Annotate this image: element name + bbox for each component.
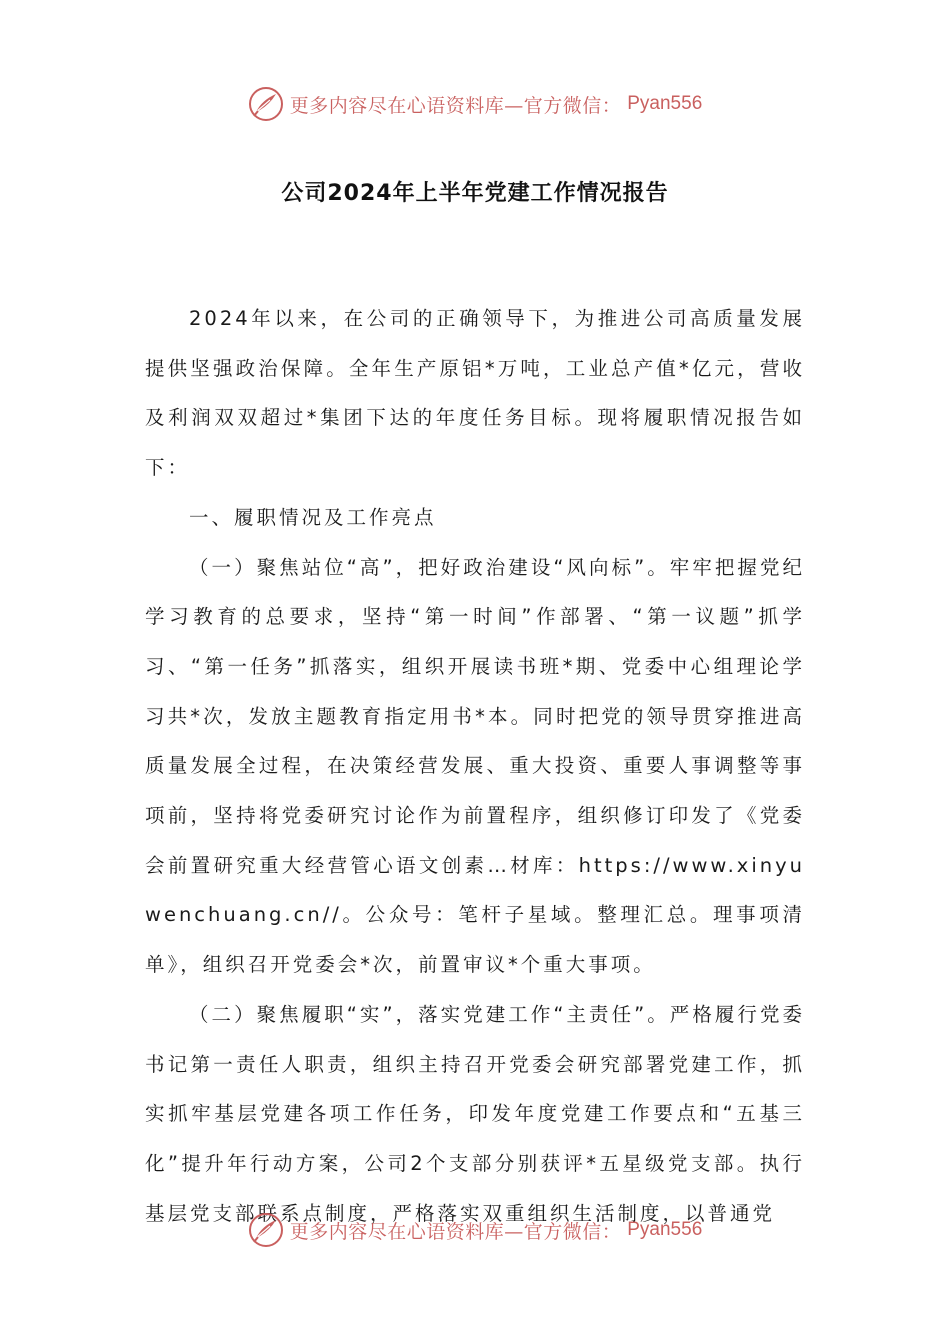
paragraph-item-1: （一）聚焦站位“高”，把好政治建设“风向标”。牢牢把握党纪学习教育的总要求，坚持“第一时间”作部署、“第一议题”抓学习、“第一任务”抓落实，组织开展读书班*期、党委中心组理论学习共*次，发放主题教育指定用书*本。同时把党的领导贯穿推进高质量发展全过程，在决策经营发展、重大投资、重要人事调整等事项前，坚持将党委研究讨论作为前置程序，组织修订印发了《党委会前置研究重大经营管心语文创素…材库：https://www.xinyuwenchuang.cn//。公众号：笔杆子星域。整理汇总。理事项清单》，组织召开党委会*次，前置审议*个重大事项。	[145, 555, 805, 977]
watermark-header	[0, 84, 950, 124]
document-title: 公司2024年上半年党建工作情况报告	[281, 181, 669, 206]
watermark-footer	[0, 1210, 950, 1250]
document-body	[145, 294, 805, 1238]
watermark-wechat-id: Pyan556	[627, 93, 703, 114]
watermark-wechat-id: Pyan556	[627, 1219, 703, 1240]
quill-pen-logo-icon	[248, 1212, 284, 1248]
watermark-text: 更多内容尽在心语资料库—官方微信：	[289, 1220, 622, 1243]
section-heading-1: 一、履职情况及工作亮点	[189, 505, 437, 529]
paragraph-intro: 2024年以来，在公司的正确领导下，为推进公司高质量发展提供坚强政治保障。全年生产原铝*万吨，工业总产值*亿元，营收及利润双双超过*集团下达的年度任务目标。现将履职情况报告如下：	[145, 307, 805, 480]
paragraph-item-2: （二）聚焦履职“实”，落实党建工作“主责任”。严格履行党委书记第一责任人职责，组织主持召开党委会研究部署党建工作，抓实抓牢基层党建各项工作任务，印发年度党建工作要点和“五基三化”提升年行动方案，公司2个支部分别获评*五星级党支部。执行基层党支部联系点制度，严格落实双重组织生活制度，以普通党	[145, 1002, 805, 1225]
quill-pen-logo-icon	[248, 86, 284, 122]
watermark-text: 更多内容尽在心语资料库—官方微信：	[289, 94, 622, 117]
